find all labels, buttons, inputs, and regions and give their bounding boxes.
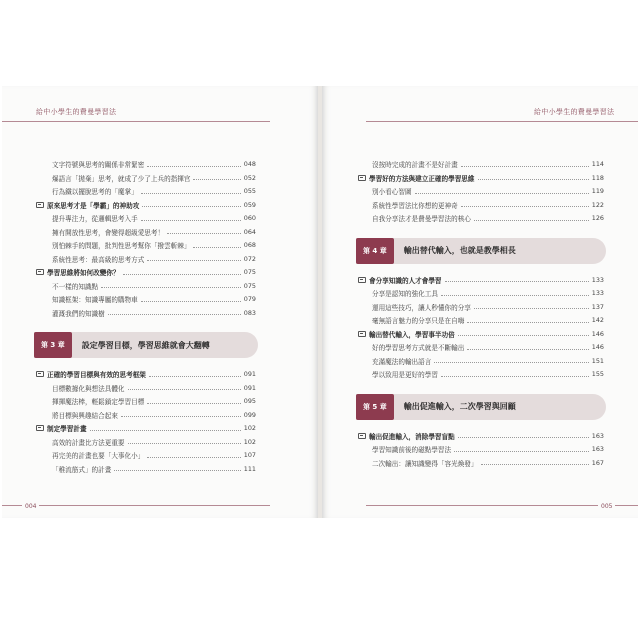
toc-item — [52, 226, 256, 238]
toc-item — [372, 355, 604, 367]
toc-page-number: 126 — [591, 214, 604, 222]
toc-page-number: 055 — [243, 187, 256, 195]
toc-section — [358, 430, 604, 442]
leader-dots — [415, 193, 589, 194]
toc-title: 原來思考才是「學霸」的神助攻 — [47, 201, 140, 210]
leader-dots — [101, 287, 241, 288]
leader-dots — [128, 389, 241, 390]
toc-page-number: 072 — [243, 254, 256, 263]
toc-title: 自我分享法才是費曼學習法的核心 — [372, 215, 471, 223]
leader-dots — [467, 349, 588, 350]
page-number: 005 — [598, 503, 615, 510]
toc-page-number: 167 — [591, 458, 604, 467]
toc-item — [372, 443, 604, 455]
toc-title: 分享是認知的強化工具 — [372, 290, 438, 298]
toc-page-number: 111 — [243, 464, 256, 473]
leader-dots — [167, 233, 241, 234]
toc-section — [358, 274, 604, 286]
page-number: 004 — [22, 503, 39, 510]
toc-title: 運用這些技巧，讓人秒懂你的分享 — [372, 303, 471, 312]
toc-section — [36, 266, 256, 278]
toc-page-number: 095 — [243, 397, 256, 405]
toc-title: 二次輸出：讓知識變得「容光煥發」 — [372, 459, 478, 468]
toc-item — [372, 368, 604, 380]
leader-dots — [193, 247, 240, 248]
toc-title: 爆語言「拋棄」思考，就成了少了上兵的指揮官 — [52, 174, 191, 183]
toc-title: 學習知識前後的磁點學習法 — [372, 446, 452, 454]
toc-page-number: 119 — [591, 187, 604, 195]
leader-dots — [147, 457, 240, 458]
toc-page-number: 142 — [591, 316, 604, 324]
toc-item — [52, 280, 256, 292]
toc-page-number: 079 — [243, 295, 256, 303]
chapter-title: 輸出促進輸入，二次學習與回顧 — [403, 402, 516, 411]
toc-title: 行為鐵以擺脫思考的「魔掌」 — [52, 188, 138, 196]
toc-title: 毫無語言魅力的分享只是在自嗨 — [372, 317, 465, 325]
toc-title: 沒按時完成的計畫不是好計畫 — [372, 161, 458, 169]
monitor-icon — [36, 425, 44, 431]
toc-page-number: 122 — [591, 200, 604, 209]
leader-dots — [141, 193, 241, 194]
toc-title: 系統性學習法比你想的更神奇 — [372, 201, 458, 210]
toc-item — [372, 287, 604, 299]
toc-title: 學習好的方法與建立正確的學習思維 — [369, 174, 475, 183]
book-spread — [2, 86, 638, 518]
toc-page-number: 060 — [243, 214, 256, 222]
toc-title: 學習思維將如何改變你？ — [47, 269, 120, 277]
chapter-badge: 第 3 章 — [34, 332, 72, 358]
toc-title: 充滿魔法的輸出語言 — [372, 357, 432, 366]
toc-section — [358, 328, 604, 340]
toc-page-number: 083 — [243, 308, 256, 317]
leader-dots — [461, 166, 589, 167]
leader-dots — [147, 260, 240, 261]
toc-title: 學以致用是更好的學習 — [372, 371, 438, 379]
toc-item — [52, 212, 256, 224]
toc-item — [52, 253, 256, 265]
monitor-icon — [36, 202, 44, 208]
toc-page-number: 102 — [243, 437, 256, 446]
toc-title: 系統性思考：最高級的思考方式 — [52, 255, 145, 264]
toc-title: 提升專注力，從邏輯思考入手 — [52, 215, 138, 223]
toc-page-number: 155 — [591, 370, 604, 378]
leader-dots — [458, 437, 589, 438]
chapter-heading — [356, 394, 606, 420]
toc-section — [36, 422, 256, 434]
toc-item — [372, 301, 604, 313]
toc-title: 好的學習思考方式就是不斷輸出 — [372, 344, 465, 352]
toc-title: 灌溉我們的知識樹 — [52, 309, 105, 318]
toc-item — [52, 463, 256, 475]
leader-dots — [147, 166, 240, 167]
leader-dots — [114, 470, 240, 471]
toc-page-number: 068 — [243, 241, 256, 249]
leader-dots — [123, 274, 241, 275]
leader-dots — [128, 443, 241, 444]
chapter-heading — [356, 238, 606, 264]
toc-page-number: 052 — [243, 173, 256, 182]
header-rule — [2, 121, 270, 122]
toc-page-number: 099 — [243, 410, 256, 419]
leader-dots — [467, 322, 588, 323]
toc-title: 目標數據化與想法具體化 — [52, 384, 125, 393]
toc-title: 會分享知識的人才會學習 — [369, 276, 442, 285]
monitor-icon — [358, 175, 366, 181]
toc-title: 再完美的計畫也要「大事化小」 — [52, 452, 145, 460]
toc-section — [36, 199, 256, 211]
toc-title: 知識框架：知識專屬的購物車 — [52, 296, 138, 304]
toc-page-number: 107 — [243, 451, 256, 459]
toc-title: 高效的計畫比方法更重要 — [52, 438, 125, 447]
leader-dots — [149, 376, 241, 377]
toc-item — [372, 199, 604, 211]
toc-item — [52, 293, 256, 305]
leader-dots — [141, 301, 241, 302]
toc-item — [372, 212, 604, 224]
leader-dots — [434, 362, 588, 363]
leader-dots — [481, 464, 589, 465]
toc-page-number: 151 — [591, 356, 604, 365]
toc-item — [372, 341, 604, 353]
toc-page-number: 091 — [243, 383, 256, 392]
toc-item — [52, 239, 256, 251]
toc-item — [372, 158, 604, 170]
toc-item — [52, 436, 256, 448]
toc-item — [52, 382, 256, 394]
footer-rule — [2, 505, 270, 506]
chapter-title: 輸出替代輸入，也就是教學相長 — [403, 246, 516, 255]
toc-page-number: 064 — [243, 227, 256, 236]
toc-page-number: 146 — [591, 329, 604, 338]
toc-item — [372, 185, 604, 197]
toc-page-number: 075 — [243, 268, 256, 276]
toc-page-number: 048 — [243, 160, 256, 168]
toc-page-number: 102 — [243, 424, 256, 432]
leader-dots — [445, 281, 589, 282]
toc-title: 不一樣的知識點 — [52, 282, 99, 291]
toc-page-number: 059 — [243, 200, 256, 209]
toc-title: 輸出替代輸入，學習事半功倍 — [369, 330, 455, 339]
toc-title: 擁有開放性思考，會變得超級愛思考！ — [52, 228, 165, 237]
leader-dots — [441, 376, 589, 377]
monitor-icon — [36, 269, 44, 275]
toc-title: 將目標與興趣結合起來 — [52, 411, 118, 420]
toc-page-number: 118 — [591, 173, 604, 182]
chapter-badge: 第 5 章 — [356, 394, 394, 420]
right-page — [322, 86, 638, 518]
chapter-heading — [34, 332, 258, 358]
leader-dots — [193, 179, 240, 180]
toc-page-number: 133 — [591, 289, 604, 297]
toc-title: 「稚流筋式」的計畫 — [52, 465, 112, 474]
leader-dots — [461, 206, 589, 207]
toc-item — [52, 409, 256, 421]
toc-page-number: 146 — [591, 343, 604, 351]
toc-section — [358, 172, 604, 184]
toc-item — [52, 158, 256, 170]
chapter-title: 設定學習目標，學習思維就會大翻轉 — [81, 340, 210, 350]
monitor-icon — [358, 277, 366, 283]
toc-page-number: 137 — [591, 302, 604, 311]
toc-page-number: 163 — [591, 431, 604, 440]
header-rule — [366, 121, 638, 122]
toc-page-number: 163 — [591, 445, 604, 453]
toc-title: 文字符號與思考的關係非常緊密 — [52, 161, 145, 169]
leader-dots — [478, 179, 589, 180]
toc-item — [372, 457, 604, 469]
monitor-icon — [358, 433, 366, 439]
toc-title: 輸出促進輸入，消除學習盲點 — [369, 432, 455, 441]
monitor-icon — [358, 331, 366, 337]
toc-item — [52, 395, 256, 407]
toc-title: 別小看心智圖 — [372, 188, 412, 196]
running-header: 給中小學生的費曼學習法 — [534, 108, 615, 116]
leader-dots — [141, 220, 241, 221]
leader-dots — [142, 206, 240, 207]
toc-section — [36, 368, 256, 380]
monitor-icon — [36, 371, 44, 377]
leader-dots — [458, 335, 589, 336]
toc-title: 別怕棘手的問題，批判性思考幫你「撥雲斬棘」 — [52, 242, 191, 250]
toc-title: 揮揮魔法棒，輕鬆鎖定學習目標 — [52, 398, 145, 406]
toc-item — [372, 314, 604, 326]
leader-dots — [121, 416, 241, 417]
toc-item — [52, 185, 256, 197]
toc-page-number: 075 — [243, 281, 256, 290]
toc-page-number: 114 — [591, 160, 604, 168]
toc-title: 制定學習計畫 — [47, 425, 87, 433]
leader-dots — [90, 430, 241, 431]
toc-page-number: 091 — [243, 370, 256, 378]
leader-dots — [474, 308, 589, 309]
leader-dots — [108, 314, 241, 315]
leader-dots — [454, 451, 589, 452]
leader-dots — [474, 220, 589, 221]
toc-title: 正確的學習目標與有效的思考框架 — [47, 371, 146, 379]
leader-dots — [147, 403, 240, 404]
left-page — [2, 86, 318, 518]
toc-page-number: 133 — [591, 275, 604, 284]
chapter-badge: 第 4 章 — [356, 238, 394, 264]
leader-dots — [441, 295, 589, 296]
running-header: 給中小學生的費曼學習法 — [36, 108, 117, 116]
toc-item — [52, 449, 256, 461]
toc-item — [52, 307, 256, 319]
toc-item — [52, 172, 256, 184]
